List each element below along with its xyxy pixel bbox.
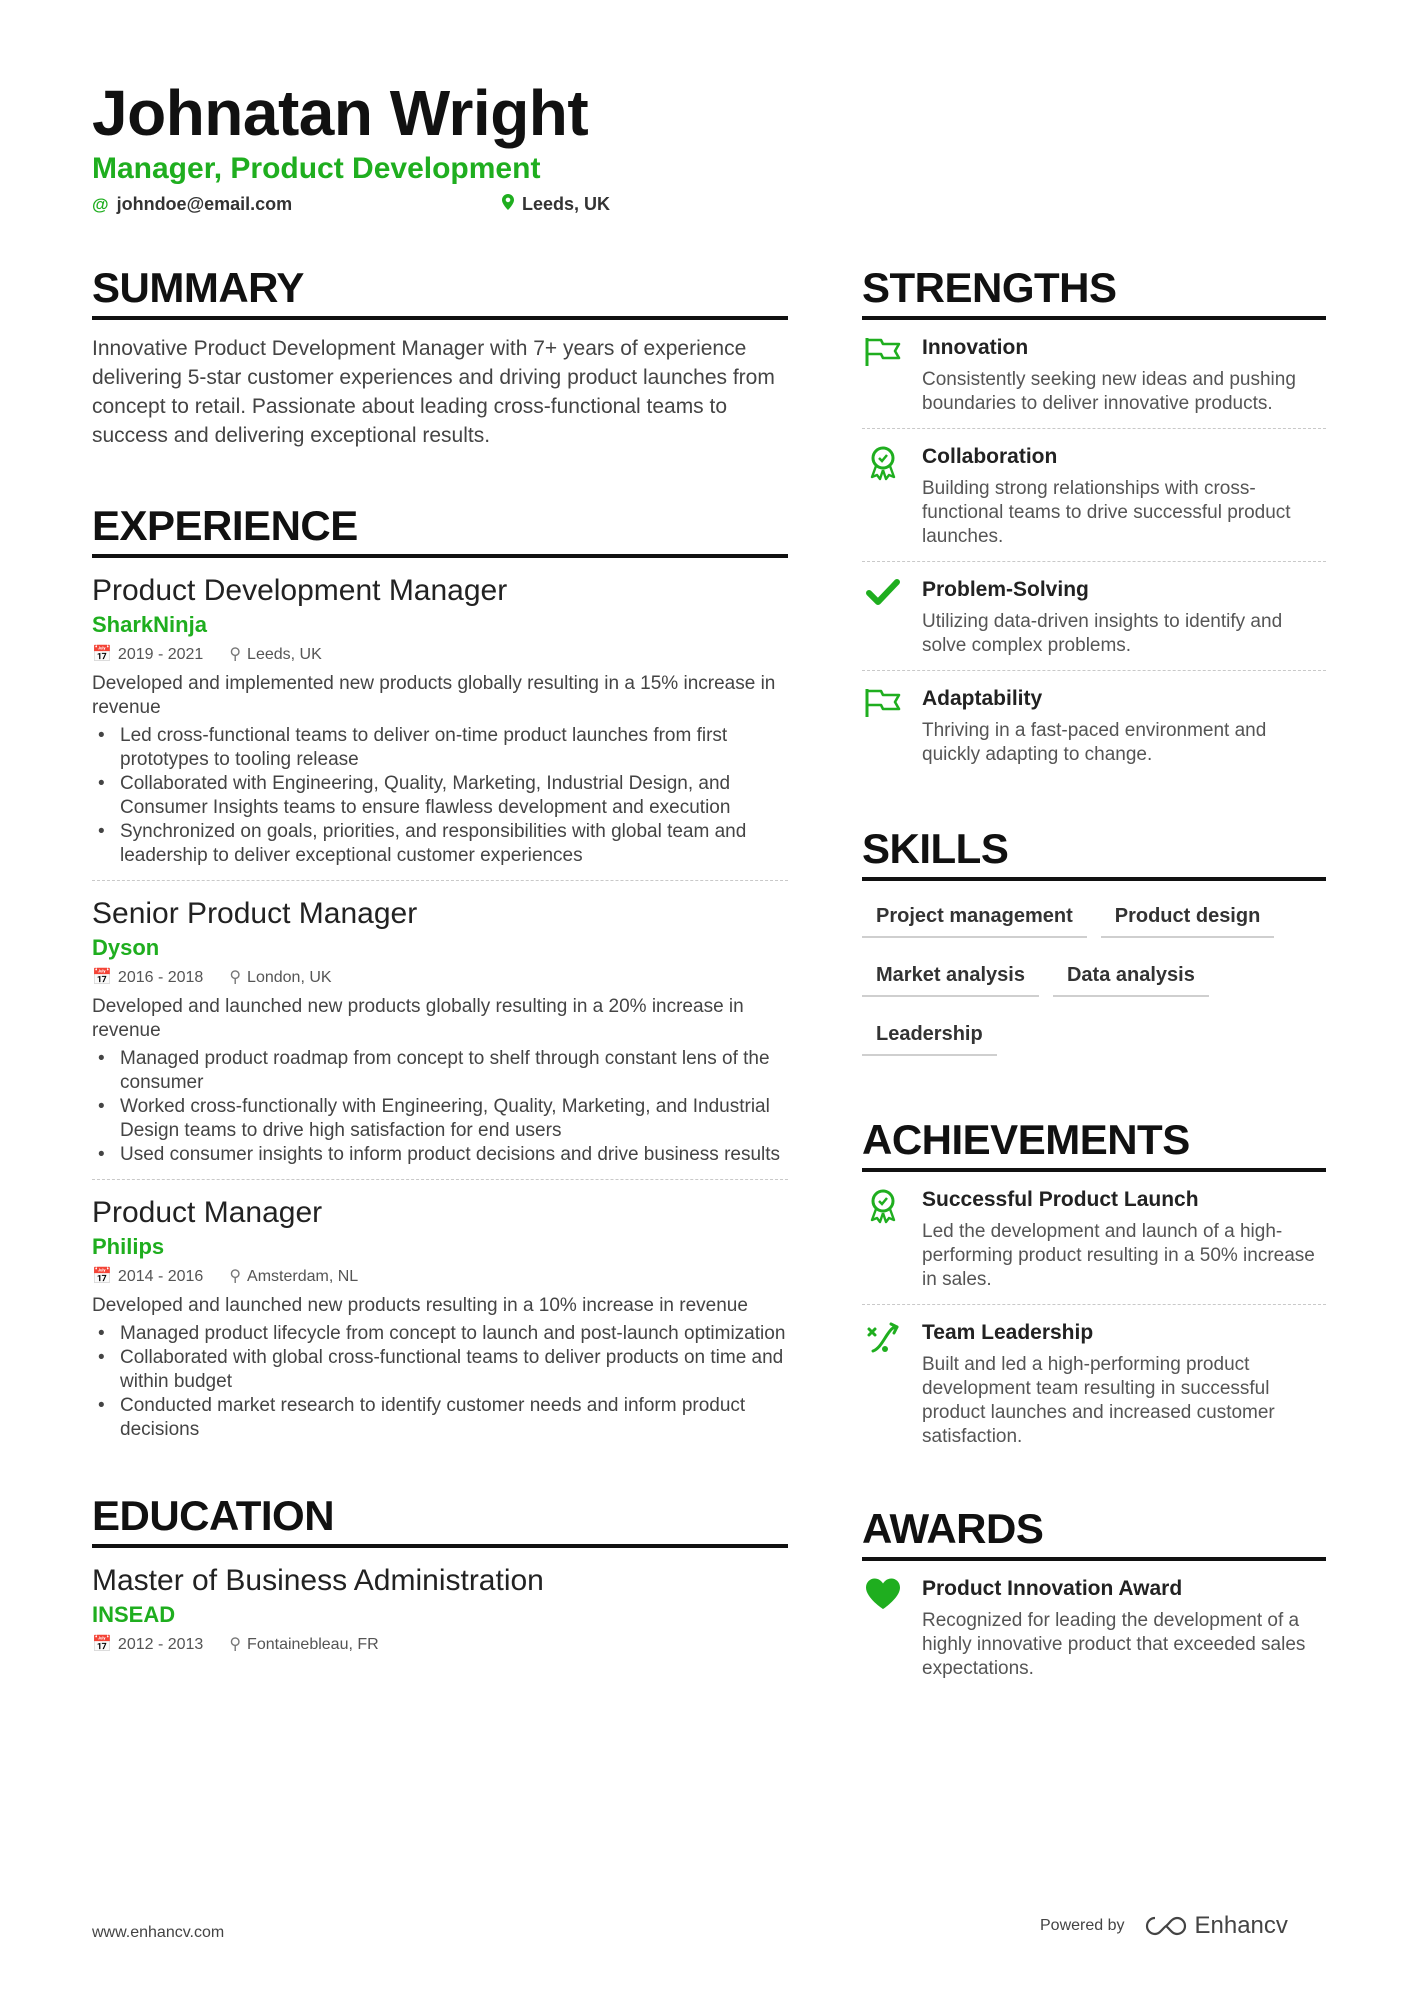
enhancv-mark-icon bbox=[1143, 1914, 1189, 1938]
bullet-item: • Managed product lifecycle from concept to launch and post-launch optimization bbox=[92, 1322, 788, 1346]
skill-tag: Market analysis bbox=[862, 954, 1039, 997]
achievement-item bbox=[862, 1305, 1326, 1461]
left-column bbox=[92, 262, 788, 1658]
heart-icon bbox=[862, 1575, 904, 1681]
bullet-item: • Collaborated with global cross-functional teams to deliver products on time and within budget bbox=[92, 1346, 788, 1394]
bullet-item: • Used consumer insights to inform product decisions and drive business results bbox=[92, 1143, 788, 1167]
skills-list bbox=[862, 895, 1326, 1072]
skill-tag: Data analysis bbox=[1053, 954, 1209, 997]
powered-by-label: Powered by bbox=[1040, 1917, 1125, 1934]
email-text: johndoe@email.com bbox=[116, 194, 293, 214]
calendar-icon: 📅 bbox=[92, 646, 112, 663]
award-title: Product Innovation Award bbox=[922, 1577, 1183, 1600]
achievement-title: Team Leadership bbox=[922, 1321, 1094, 1344]
company-name: SharkNinja bbox=[92, 612, 207, 637]
brand-name: Enhancv bbox=[1194, 1912, 1288, 1939]
flag-icon bbox=[862, 334, 904, 416]
award-icon bbox=[862, 1186, 904, 1292]
job-entry bbox=[92, 881, 788, 1180]
location-pin-icon: ⚲ bbox=[229, 1636, 242, 1653]
achievements-heading: ACHIEVEMENTS bbox=[862, 1114, 1326, 1172]
bullet-item: • Synchronized on goals, priorities, and responsibilities with global team and leadership to deliver exceptional customer experiences bbox=[92, 820, 788, 868]
candidate-title: Manager, Product Development bbox=[92, 152, 541, 185]
right-column bbox=[862, 262, 1326, 1693]
achievement-desc: Led the development and launch of a high-performing product resulting in a 50% increase in sales. bbox=[922, 1221, 1315, 1290]
location-text: Leeds, UK bbox=[522, 194, 611, 214]
strategy-icon bbox=[862, 1319, 904, 1449]
degree-title: Master of Business Administration bbox=[92, 1564, 544, 1597]
strength-title: Problem-Solving bbox=[922, 578, 1089, 601]
skill-tag: Leadership bbox=[862, 1013, 997, 1056]
location-pin-icon: ⚲ bbox=[229, 969, 242, 986]
award-item bbox=[862, 1561, 1326, 1693]
strength-item bbox=[862, 429, 1326, 561]
education-dates: 2012 - 2013 bbox=[117, 1636, 204, 1653]
award-desc: Recognized for leading the development of a highly innovative product that exceeded sales expectations. bbox=[922, 1610, 1306, 1679]
strength-desc: Thriving in a fast-paced environment and quickly adapting to change. bbox=[922, 720, 1267, 765]
strength-title: Innovation bbox=[922, 336, 1029, 359]
job-dates: 2014 - 2016 bbox=[117, 1268, 204, 1285]
strength-item bbox=[862, 562, 1326, 670]
job-description: Developed and launched new products resulting in a 10% increase in revenue bbox=[92, 1295, 748, 1316]
company-name: Philips bbox=[92, 1234, 165, 1259]
job-description: Developed and implemented new products globally resulting in a 15% increase in revenue bbox=[92, 673, 776, 718]
strength-desc: Consistently seeking new ideas and pushing boundaries to deliver innovative products. bbox=[922, 369, 1296, 414]
skills-heading: SKILLS bbox=[862, 823, 1326, 881]
skill-tag: Product design bbox=[1101, 895, 1275, 938]
contact-email[interactable] bbox=[92, 194, 292, 215]
bullet-item: • Led cross-functional teams to deliver on-time product launches from first prototypes to tooling release bbox=[92, 724, 788, 772]
at-icon: @ bbox=[92, 194, 109, 214]
job-meta bbox=[92, 1264, 788, 1290]
job-location: London, UK bbox=[247, 969, 332, 986]
calendar-icon: 📅 bbox=[92, 969, 112, 986]
strength-title: Adaptability bbox=[922, 687, 1043, 710]
summary-heading: SUMMARY bbox=[92, 262, 788, 320]
bullet-item: • Conducted market research to identify customer needs and inform product decisions bbox=[92, 1394, 788, 1442]
check-icon bbox=[862, 576, 904, 658]
strength-item bbox=[862, 671, 1326, 779]
bullet-item: • Managed product roadmap from concept to shelf through constant lens of the consumer bbox=[92, 1047, 788, 1095]
school-name: INSEAD bbox=[92, 1602, 176, 1627]
job-description: Developed and launched new products globally resulting in a 20% increase in revenue bbox=[92, 996, 744, 1041]
experience-heading: EXPERIENCE bbox=[92, 500, 788, 558]
job-bullets bbox=[92, 1322, 788, 1442]
powered-by bbox=[1040, 1912, 1288, 1940]
bullet-item: • Worked cross-functionally with Engineering, Quality, Marketing, and Industrial Design teams to drive high satisfaction for end users bbox=[92, 1095, 788, 1143]
bullet-item: • Collaborated with Engineering, Quality, Marketing, Industrial Design, and Consumer Insights teams to ensure flawless development and execution bbox=[92, 772, 788, 820]
achievement-title: Successful Product Launch bbox=[922, 1188, 1199, 1211]
calendar-icon: 📅 bbox=[92, 1636, 112, 1653]
job-location: Leeds, UK bbox=[247, 646, 322, 663]
job-title: Product Manager bbox=[92, 1196, 323, 1229]
summary-text: Innovative Product Development Manager with 7+ years of experience delivering 5-star customer experiences and driving product launches from concept to retail. Passionate about leading cross-functional teams to success and delivering exceptional results. bbox=[92, 337, 775, 447]
job-bullets bbox=[92, 724, 788, 868]
job-location: Amsterdam, NL bbox=[247, 1268, 359, 1285]
education-location: Fontainebleau, FR bbox=[247, 1636, 379, 1653]
achievement-item bbox=[862, 1172, 1326, 1304]
achievement-desc: Built and led a high-performing product development team resulting in successful product launches and increased customer satisfaction. bbox=[922, 1354, 1275, 1447]
job-entry bbox=[92, 558, 788, 881]
flag-icon bbox=[862, 685, 904, 767]
strength-desc: Utilizing data-driven insights to identify and solve complex problems. bbox=[922, 611, 1283, 656]
job-bullets bbox=[92, 1047, 788, 1167]
job-dates: 2019 - 2021 bbox=[117, 646, 204, 663]
education-heading: EDUCATION bbox=[92, 1490, 788, 1548]
skill-tag: Project management bbox=[862, 895, 1087, 938]
job-title: Senior Product Manager bbox=[92, 897, 418, 930]
job-dates: 2016 - 2018 bbox=[117, 969, 204, 986]
strength-title: Collaboration bbox=[922, 445, 1058, 468]
job-meta bbox=[92, 642, 788, 668]
location-pin-icon: ⚲ bbox=[229, 1268, 242, 1285]
education-meta bbox=[92, 1632, 788, 1658]
strength-item bbox=[862, 320, 1326, 428]
company-name: Dyson bbox=[92, 935, 160, 960]
enhancv-logo[interactable] bbox=[1143, 1912, 1288, 1940]
job-title: Product Development Manager bbox=[92, 574, 508, 607]
strength-desc: Building strong relationships with cross-functional teams to drive successful product launches. bbox=[922, 478, 1291, 547]
location-pin-icon bbox=[502, 194, 514, 215]
job-meta bbox=[92, 965, 788, 991]
calendar-icon: 📅 bbox=[92, 1268, 112, 1285]
contact-location bbox=[502, 194, 610, 215]
strengths-heading: STRENGTHS bbox=[862, 262, 1326, 320]
candidate-name: Johnatan Wright bbox=[92, 77, 589, 149]
education-entry bbox=[92, 1548, 788, 1658]
award-icon bbox=[862, 443, 904, 549]
location-pin-icon: ⚲ bbox=[229, 646, 242, 663]
awards-heading: AWARDS bbox=[862, 1503, 1326, 1561]
website-link[interactable]: www.enhancv.com bbox=[92, 1924, 225, 1941]
job-entry bbox=[92, 1180, 788, 1442]
